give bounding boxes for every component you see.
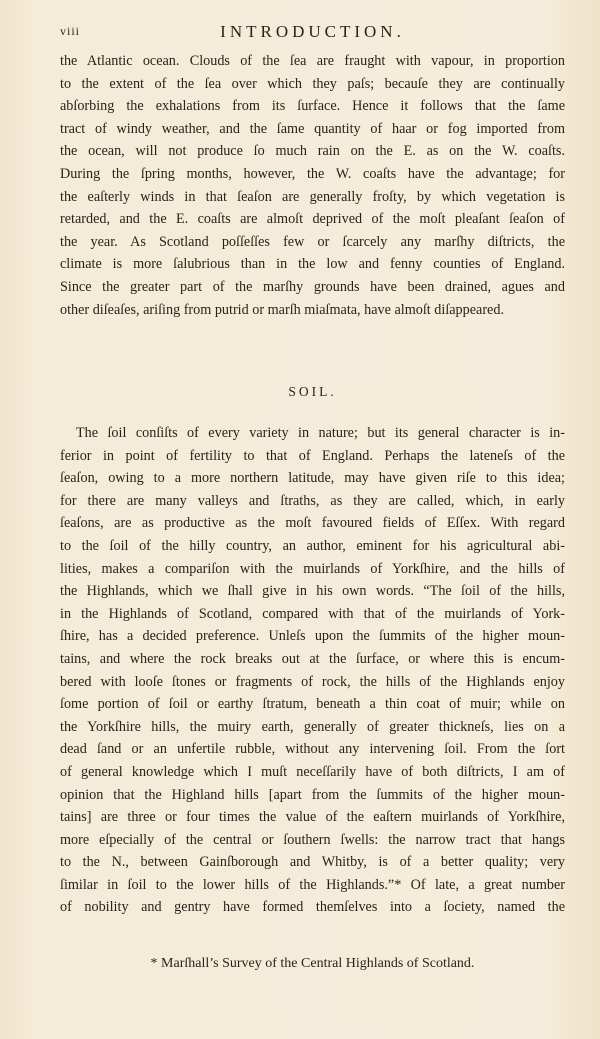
text-line: the ocean, will not produce ſo much rain on the E. as on the W. coaſts.	[60, 143, 565, 160]
text-line: The ſoil conſiſts of every variety in nature; but its general character is in-	[76, 425, 565, 441]
text-line: the eaſterly winds in that ſeaſon are generally froſty, by which vegetation is	[60, 188, 565, 205]
text-line: tract of windy weather, and the ſame quantity of haar or fog imported from	[60, 120, 565, 137]
text-line: the Highlands, which we ſhall give in his own words. “The ſoil of the hills,	[60, 583, 565, 600]
text-line: other diſeaſes, ariſing from putrid or marſh miaſmata, have almoſt diſappeared.	[60, 301, 504, 318]
section-heading: SOIL.	[288, 384, 337, 399]
text-line: to the ſoil of the hilly country, an author, eminent for his agricultural abi-	[60, 537, 565, 554]
text-line: the Atlantic ocean. Clouds of the ſea are fraught with vapour, in proportion	[60, 53, 565, 69]
text-line: of general knowledge which I muſt neceſſarily have of both diſtricts, I am of	[60, 763, 565, 780]
footnote: * Marſhall’s Survey of the Central Highlands of Scotland.	[150, 956, 475, 971]
text-line: bered with looſe ſtones or fragments of rock, the hills of the Highlands enjoy	[60, 673, 565, 690]
text-line: tains] are three or four times the value of the eaſtern muirlands of Yorkſhire,	[60, 809, 565, 826]
text-line: lities, makes a compariſon with the muirlands of Yorkſhire, and the hills of	[60, 560, 565, 577]
text-line: the year. As Scotland poſſeſſes few or ſcarcely any marſhy diſtricts, the	[60, 233, 565, 250]
text-line: retarded, and the E. coaſts are almoſt deprived of the moſt pleaſant ſeaſon of	[60, 211, 565, 228]
text-line: Since the greater part of the marſhy grounds have been drained, agues and	[60, 278, 565, 295]
text-line: for there are many valleys and ſtraths, as they are called, which, in early	[60, 492, 565, 509]
text-line: ſimilar in ſoil to the lower hills of the Highlands.”* Of late, a great number	[60, 876, 565, 893]
paragraph-climate	[60, 50, 565, 321]
text-line: ferior in point of fertility to that of England. Perhaps the lateneſs of the	[60, 447, 565, 464]
text-line: of nobility and gentry have formed themſelves into a ſociety, named the	[60, 899, 565, 916]
text-line: dead ſand or an unfertile rubble, without any intervening ſoil. From the ſort	[60, 741, 565, 758]
text-line: abſorbing the exhalations from its ſurface. Hence it follows that the ſame	[60, 98, 565, 115]
running-title: INTRODUCTION.	[220, 22, 405, 41]
text-line: the Yorkſhire hills, the muiry earth, generally of greater thickneſs, lies on a	[60, 718, 565, 735]
text-line: more eſpecially of the central or ſouthern ſwells: the narrow tract that hangs	[60, 831, 565, 848]
text-line: climate is more ſalubrious than in the low and fenny counties of England.	[60, 256, 565, 273]
text-line: in the Highlands of Scotland, compared with that of the muirlands of York-	[60, 605, 565, 622]
paragraph-soil	[60, 422, 565, 919]
page-number: viii	[60, 24, 81, 38]
text-line: ſeaſons, are as productive as the moſt favoured fields of Eſſex. With regard	[60, 515, 565, 532]
text-line: to the extent of the ſea over which they paſs; becauſe they are continually	[60, 75, 565, 92]
text-line: ſhire, has a decided preference. Unleſs upon the ſummits of the higher moun-	[60, 628, 565, 645]
text-line: opinion that the Highland hills [apart from the ſummits of the higher moun-	[60, 786, 565, 803]
text-line: tains, and where the rock breaks out at the ſurface, or where this is encum-	[60, 650, 565, 667]
text-line: During the ſpring months, however, the W. coaſts have the advantage; for	[60, 165, 565, 182]
page-header	[60, 22, 565, 44]
text-line: ſeaſon, owing to a more northern latitude, may have given riſe to this idea;	[60, 470, 565, 487]
text-line: ſome portion of ſoil or earthy ſtratum, beneath a thin coat of muir; while on	[60, 696, 565, 713]
text-line: to the N., between Gainſborough and Whitby, is of a better quality; very	[60, 854, 565, 871]
